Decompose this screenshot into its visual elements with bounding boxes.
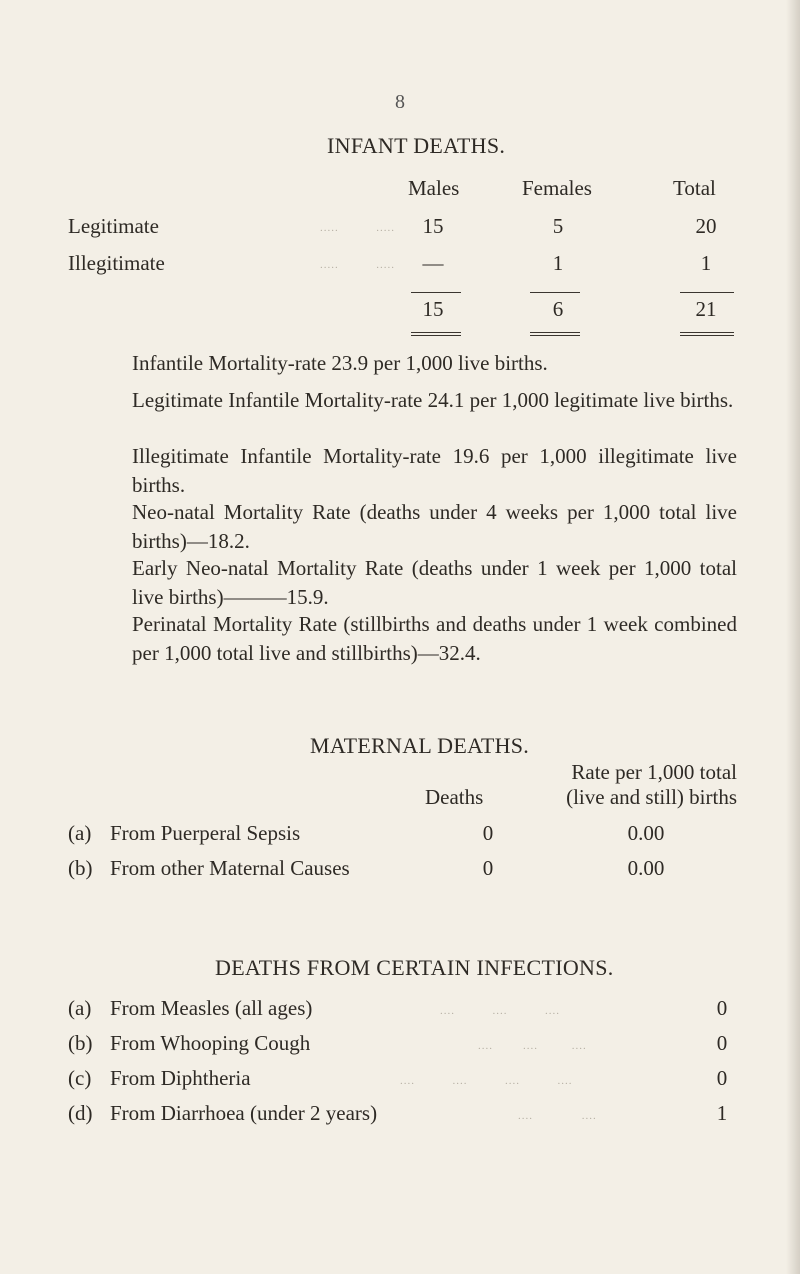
total-double-rule — [530, 332, 580, 336]
infections-heading: DEATHS FROM CERTAIN INFECTIONS. — [215, 955, 614, 980]
dot-leader: ..... ..... — [320, 259, 395, 271]
infant-deaths-heading: INFANT DEATHS. — [327, 133, 506, 158]
paragraph-illegitimate-rate: Illegitimate Infantile Mortality-rate 19.6 per 1,000 illegitimate live births. — [132, 444, 737, 497]
total-double-rule — [411, 332, 461, 336]
column-header-females: Females — [522, 176, 592, 200]
total-double-rule — [680, 332, 734, 336]
maternal-deaths-heading: MATERNAL DEATHS. — [310, 733, 530, 758]
infection-row-label: From Measles (all ages) — [110, 996, 313, 1020]
dot-leader: .... .... .... .... — [400, 1075, 573, 1087]
cell-legitimate-total: 20 — [695, 214, 717, 238]
cell-illegitimate-males: — — [422, 251, 444, 275]
row-label-illegitimate: Illegitimate — [68, 251, 165, 275]
cell-illegitimate-females: 1 — [552, 251, 564, 275]
cell-illegitimate-total: 1 — [700, 251, 712, 275]
row-label-legitimate: Legitimate — [68, 214, 159, 238]
maternal-row-rate: 0.00 — [627, 821, 665, 845]
infection-row-count: 0 — [716, 1066, 728, 1090]
sum-rule — [530, 292, 580, 293]
column-header-males: Males — [408, 176, 460, 200]
maternal-row-marker: (a) — [68, 821, 92, 845]
infection-row-label: From Diphtheria — [110, 1066, 251, 1090]
page-number: 8 — [395, 91, 405, 113]
infection-row-marker: (a) — [68, 996, 92, 1020]
maternal-row-label: From other Maternal Causes — [110, 856, 350, 880]
dot-leader: .... .... .... — [478, 1040, 587, 1052]
paragraph-perinatal-rate: Perinatal Mortality Rate (stillbirths and deaths under 1 week combined per 1,000 total live and stillbirths)—32.4. — [132, 612, 737, 665]
dot-leader: .... .... .... — [440, 1005, 560, 1017]
cell-sum-total: 21 — [695, 297, 717, 321]
rate-header-line1: Rate per 1,000 total — [571, 760, 737, 784]
cell-sum-females: 6 — [552, 297, 564, 321]
infection-row-marker: (d) — [68, 1101, 93, 1125]
rate-header-line2: (live and still) births — [566, 785, 737, 809]
infection-row-label: From Diarrhoea (under 2 years) — [110, 1101, 378, 1125]
dot-leader: .... .... — [518, 1110, 597, 1122]
infection-row-marker: (c) — [68, 1066, 92, 1090]
column-header-total: Total — [673, 176, 716, 200]
paragraph-legitimate-rate: Legitimate Infantile Mortality-rate 24.1 per 1,000 legitimate live births. — [132, 388, 734, 412]
maternal-row-deaths: 0 — [482, 821, 494, 845]
page-edge-shadow — [786, 0, 800, 1274]
sum-rule — [411, 292, 461, 293]
cell-legitimate-males: 15 — [422, 214, 444, 238]
deaths-column-header: Deaths — [425, 785, 484, 809]
cell-sum-males: 15 — [422, 297, 444, 321]
paragraph-early-neonatal-rate: Early Neo-natal Mortality Rate (deaths under 1 week per 1,000 total live births)———15.9. — [132, 556, 737, 609]
maternal-row-marker: (b) — [68, 856, 93, 880]
cell-legitimate-females: 5 — [552, 214, 564, 238]
maternal-row-rate: 0.00 — [627, 856, 665, 880]
infection-row-count: 0 — [716, 996, 728, 1020]
infection-row-label: From Whooping Cough — [110, 1031, 311, 1055]
maternal-row-deaths: 0 — [482, 856, 494, 880]
dot-leader: ..... ..... — [320, 222, 395, 234]
paragraph-neonatal-rate: Neo-natal Mortality Rate (deaths under 4 weeks per 1,000 total live births)—18.2. — [132, 500, 737, 553]
infection-row-count: 1 — [716, 1101, 728, 1125]
sum-rule — [680, 292, 734, 293]
paragraph-infantile-rate: Infantile Mortality-rate 23.9 per 1,000 live births. — [132, 351, 548, 375]
infection-row-marker: (b) — [68, 1031, 93, 1055]
maternal-row-label: From Puerperal Sepsis — [110, 821, 301, 845]
infection-row-count: 0 — [716, 1031, 728, 1055]
